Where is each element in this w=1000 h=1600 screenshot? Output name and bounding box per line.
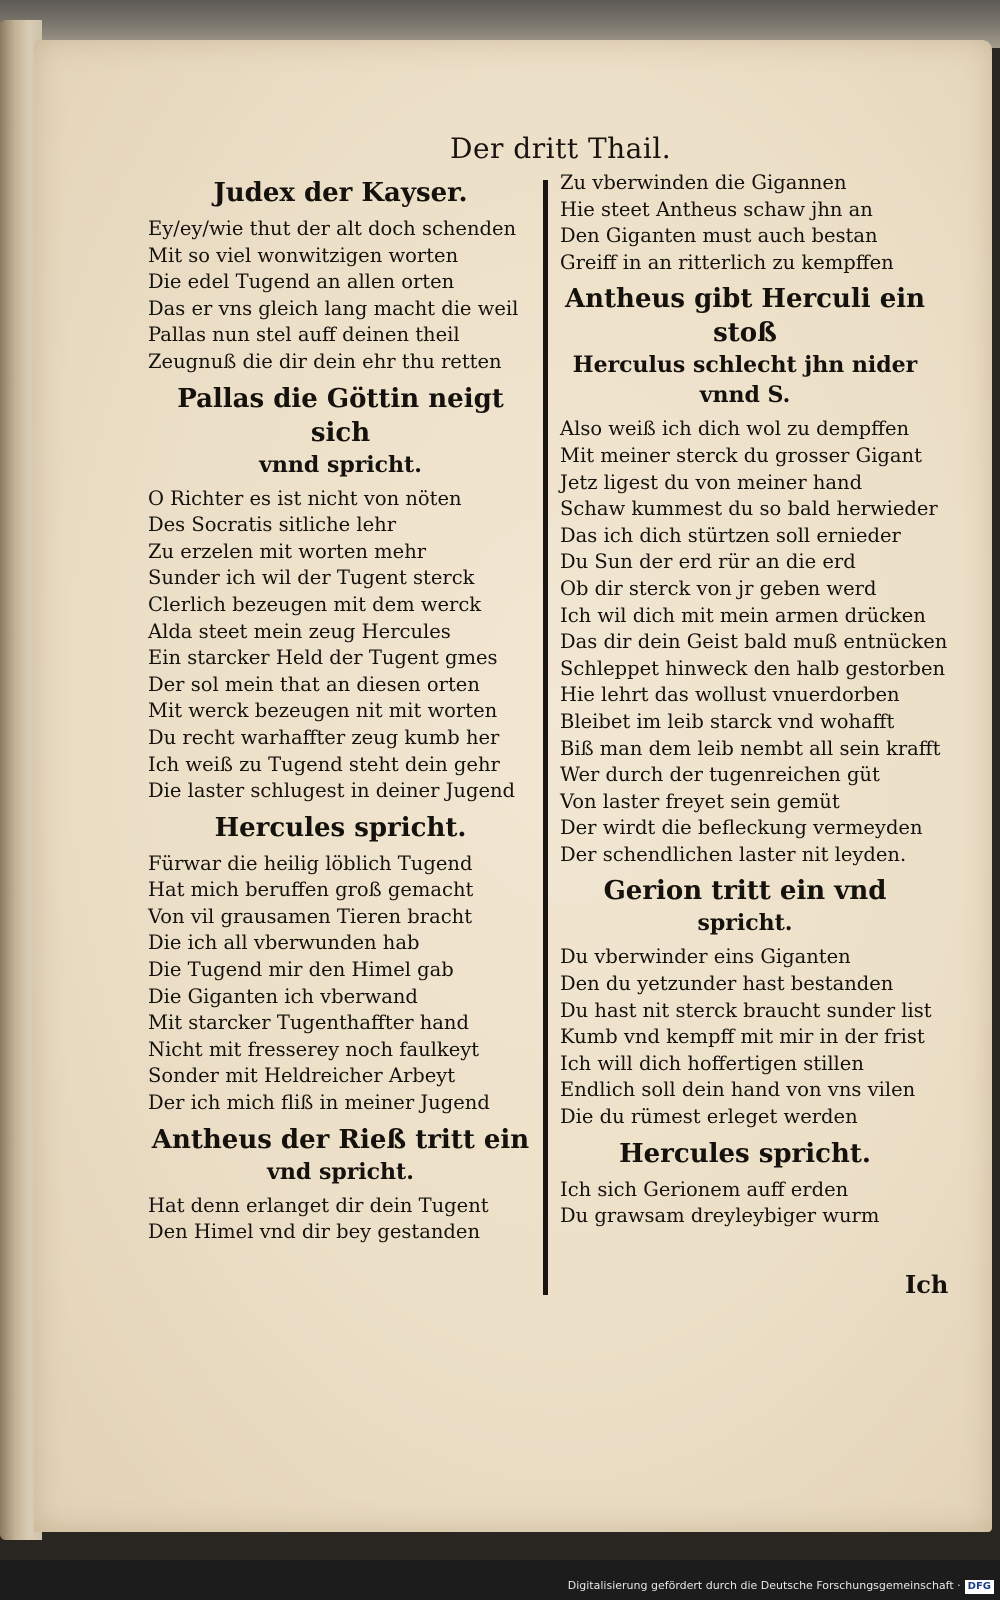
verse-line: Ein starcker Held der Tugent gmes (148, 646, 498, 670)
heading-subtext: spricht. (697, 910, 793, 937)
verse-line: Mit meiner sterck du grosser Gigant (560, 443, 922, 467)
heading-subtext: Herculus schlecht jhn nider vnnd S. (572, 352, 918, 409)
verse-line: Pallas nun stel auff deinen theil (148, 323, 460, 347)
digitization-credit (568, 1579, 994, 1594)
verse-line: Zeugnuß die dir dein ehr thu retten (148, 349, 502, 373)
verse-line: Du vberwinder eins Giganten (560, 945, 851, 969)
verse-line: Den Giganten must auch bestan (560, 224, 878, 248)
verse-line: Fürwar die heilig löblich Tugend (148, 851, 473, 875)
verse-line: Hat mich beruffen groß gemacht (148, 878, 474, 902)
verse-line: Schleppet hinweck den halb gestorben (560, 656, 946, 680)
verse-line: Der ich mich fliß in meiner Jugend (148, 1091, 490, 1115)
verse-line: Der wirdt die befleckung vermeyden (560, 816, 923, 840)
section-heading (148, 176, 533, 210)
verse-line: Des Socratis sitliche lehr (148, 513, 397, 537)
verse-line: Du recht warhaffter zeug kumb her (148, 725, 500, 749)
verse-line: Die ich all vberwunden hab (148, 931, 420, 955)
heading-text: Hercules spricht. (619, 1138, 871, 1169)
verse-line: Der schendlichen laster nit leyden. (560, 842, 907, 866)
verse-line: Die edel Tugend an allen orten (148, 270, 455, 294)
verse-line: Greiff in an ritterlich zu kempffen (560, 250, 894, 274)
verse-line: Von vil grausamen Tieren bracht (148, 904, 473, 928)
running-head: Der dritt Thail. (450, 132, 672, 165)
verse-line: Das er vns gleich lang macht die weil (148, 296, 519, 320)
section-heading (148, 382, 533, 480)
verse-line: Alda steet mein zeug Hercules (148, 619, 451, 643)
verse-line: Hie steet Antheus schaw jhn an (560, 197, 873, 221)
verse-line: Clerlich bezeugen mit dem werck (148, 592, 482, 616)
section-heading (148, 811, 533, 845)
verse-line: Zu vberwinden die Gigannen (560, 171, 847, 194)
heading-subtext: vnd spricht. (267, 1158, 414, 1185)
verse-line: Endlich soll dein hand von vns vilen (560, 1078, 916, 1102)
verse-line: Ob dir sterck von jr geben werd (560, 576, 877, 600)
heading-text: Pallas die Göttin neigt sich (177, 383, 504, 448)
verse-line: Kumb vnd kempff mit mir in der frist (560, 1025, 925, 1049)
verse-line: Bleibet im leib starck vnd wohafft (560, 709, 895, 733)
verse-line: Zu erzelen mit worten mehr (148, 539, 427, 563)
dfg-logo: DFG (965, 1580, 994, 1594)
verse-line: Die Tugend mir den Himel gab (148, 958, 454, 982)
verse-line: Biß man dem leib nembt all sein krafft (560, 736, 941, 760)
catchword: Ich (905, 1270, 949, 1299)
verse-line: Du grawsam dreyleybiger wurm (560, 1204, 880, 1228)
verse-line: Das ich dich stürtzen soll ernieder (560, 523, 901, 547)
verse-line: Ey/ey/wie thut der alt doch schenden (148, 217, 517, 240)
verse-line: Nicht mit fresserey noch faulkeyt (148, 1037, 480, 1061)
credit-text: Digitalisierung gefördert durch die Deutsche Forschungsgemeinschaft · (567, 1579, 961, 1592)
verse-line: Ich wil dich mit mein armen drücken (560, 603, 926, 627)
section-heading (560, 874, 930, 938)
verse-line: Den du yetzunder hast bestanden (560, 972, 894, 996)
verse-line: O Richter es ist nicht von nöten (148, 486, 462, 510)
heading-subtext: vnnd spricht. (259, 451, 422, 478)
section-heading (560, 1137, 930, 1171)
verse-line: Also weiß ich dich wol zu dempffen (560, 417, 910, 441)
heading-text: Hercules spricht. (214, 812, 467, 843)
heading-text: Antheus gibt Herculi ein stoß (564, 284, 926, 349)
verse-line: Die du rümest erleget werden (560, 1105, 858, 1129)
verse-line: Jetz ligest du von meiner hand (560, 470, 863, 494)
verse-line: Ich will dich hoffertigen stillen (560, 1051, 864, 1075)
right-column (560, 170, 948, 1230)
verse-line: Schaw kummest du so bald herwieder (560, 497, 938, 521)
verse-line: Der sol mein that an diesen orten (148, 672, 480, 696)
verse-line: Ich sich Gerionem auff erden (560, 1177, 849, 1201)
verse-line: Du Sun der erd rür an die erd (560, 550, 856, 574)
verse-line: Hie lehrt das wollust vnuerdorben (560, 683, 900, 707)
verse-line: Mit so viel wonwitzigen worten (148, 243, 459, 267)
section-heading (148, 1123, 533, 1187)
heading-text: Antheus der Rieß tritt ein (151, 1124, 530, 1155)
verse-line: Sunder ich wil der Tugent sterck (148, 566, 475, 590)
verse-line: Wer durch der tugenreichen güt (560, 763, 880, 787)
heading-text: Judex der Kayser. (213, 178, 468, 208)
verse-line: Das dir dein Geist bald muß entnücken (560, 630, 948, 654)
verse-line: Mit werck bezeugen nit mit worten (148, 699, 498, 723)
verse-line: Du hast nit sterck braucht sunder list (560, 998, 932, 1022)
verse-line: Sonder mit Heldreicher Arbeyt (148, 1064, 456, 1088)
section-heading (560, 282, 930, 410)
verse-line: Die Giganten ich vberwand (148, 984, 418, 1008)
verse-line: Von laster freyet sein gemüt (560, 789, 840, 813)
verse-line: Ich weiß zu Tugend steht dein gehr (148, 752, 500, 776)
left-column (148, 170, 533, 1246)
verse-line: Mit starcker Tugenthaffter hand (148, 1011, 469, 1035)
verse-line: Die laster schlugest in deiner Jugend (148, 779, 516, 803)
column-rule (543, 180, 548, 1295)
verse-line: Den Himel vnd dir bey gestanden (148, 1220, 481, 1244)
verse-line: Hat denn erlanget dir dein Tugent (148, 1193, 489, 1217)
heading-text: Gerion tritt ein vnd (603, 876, 887, 907)
